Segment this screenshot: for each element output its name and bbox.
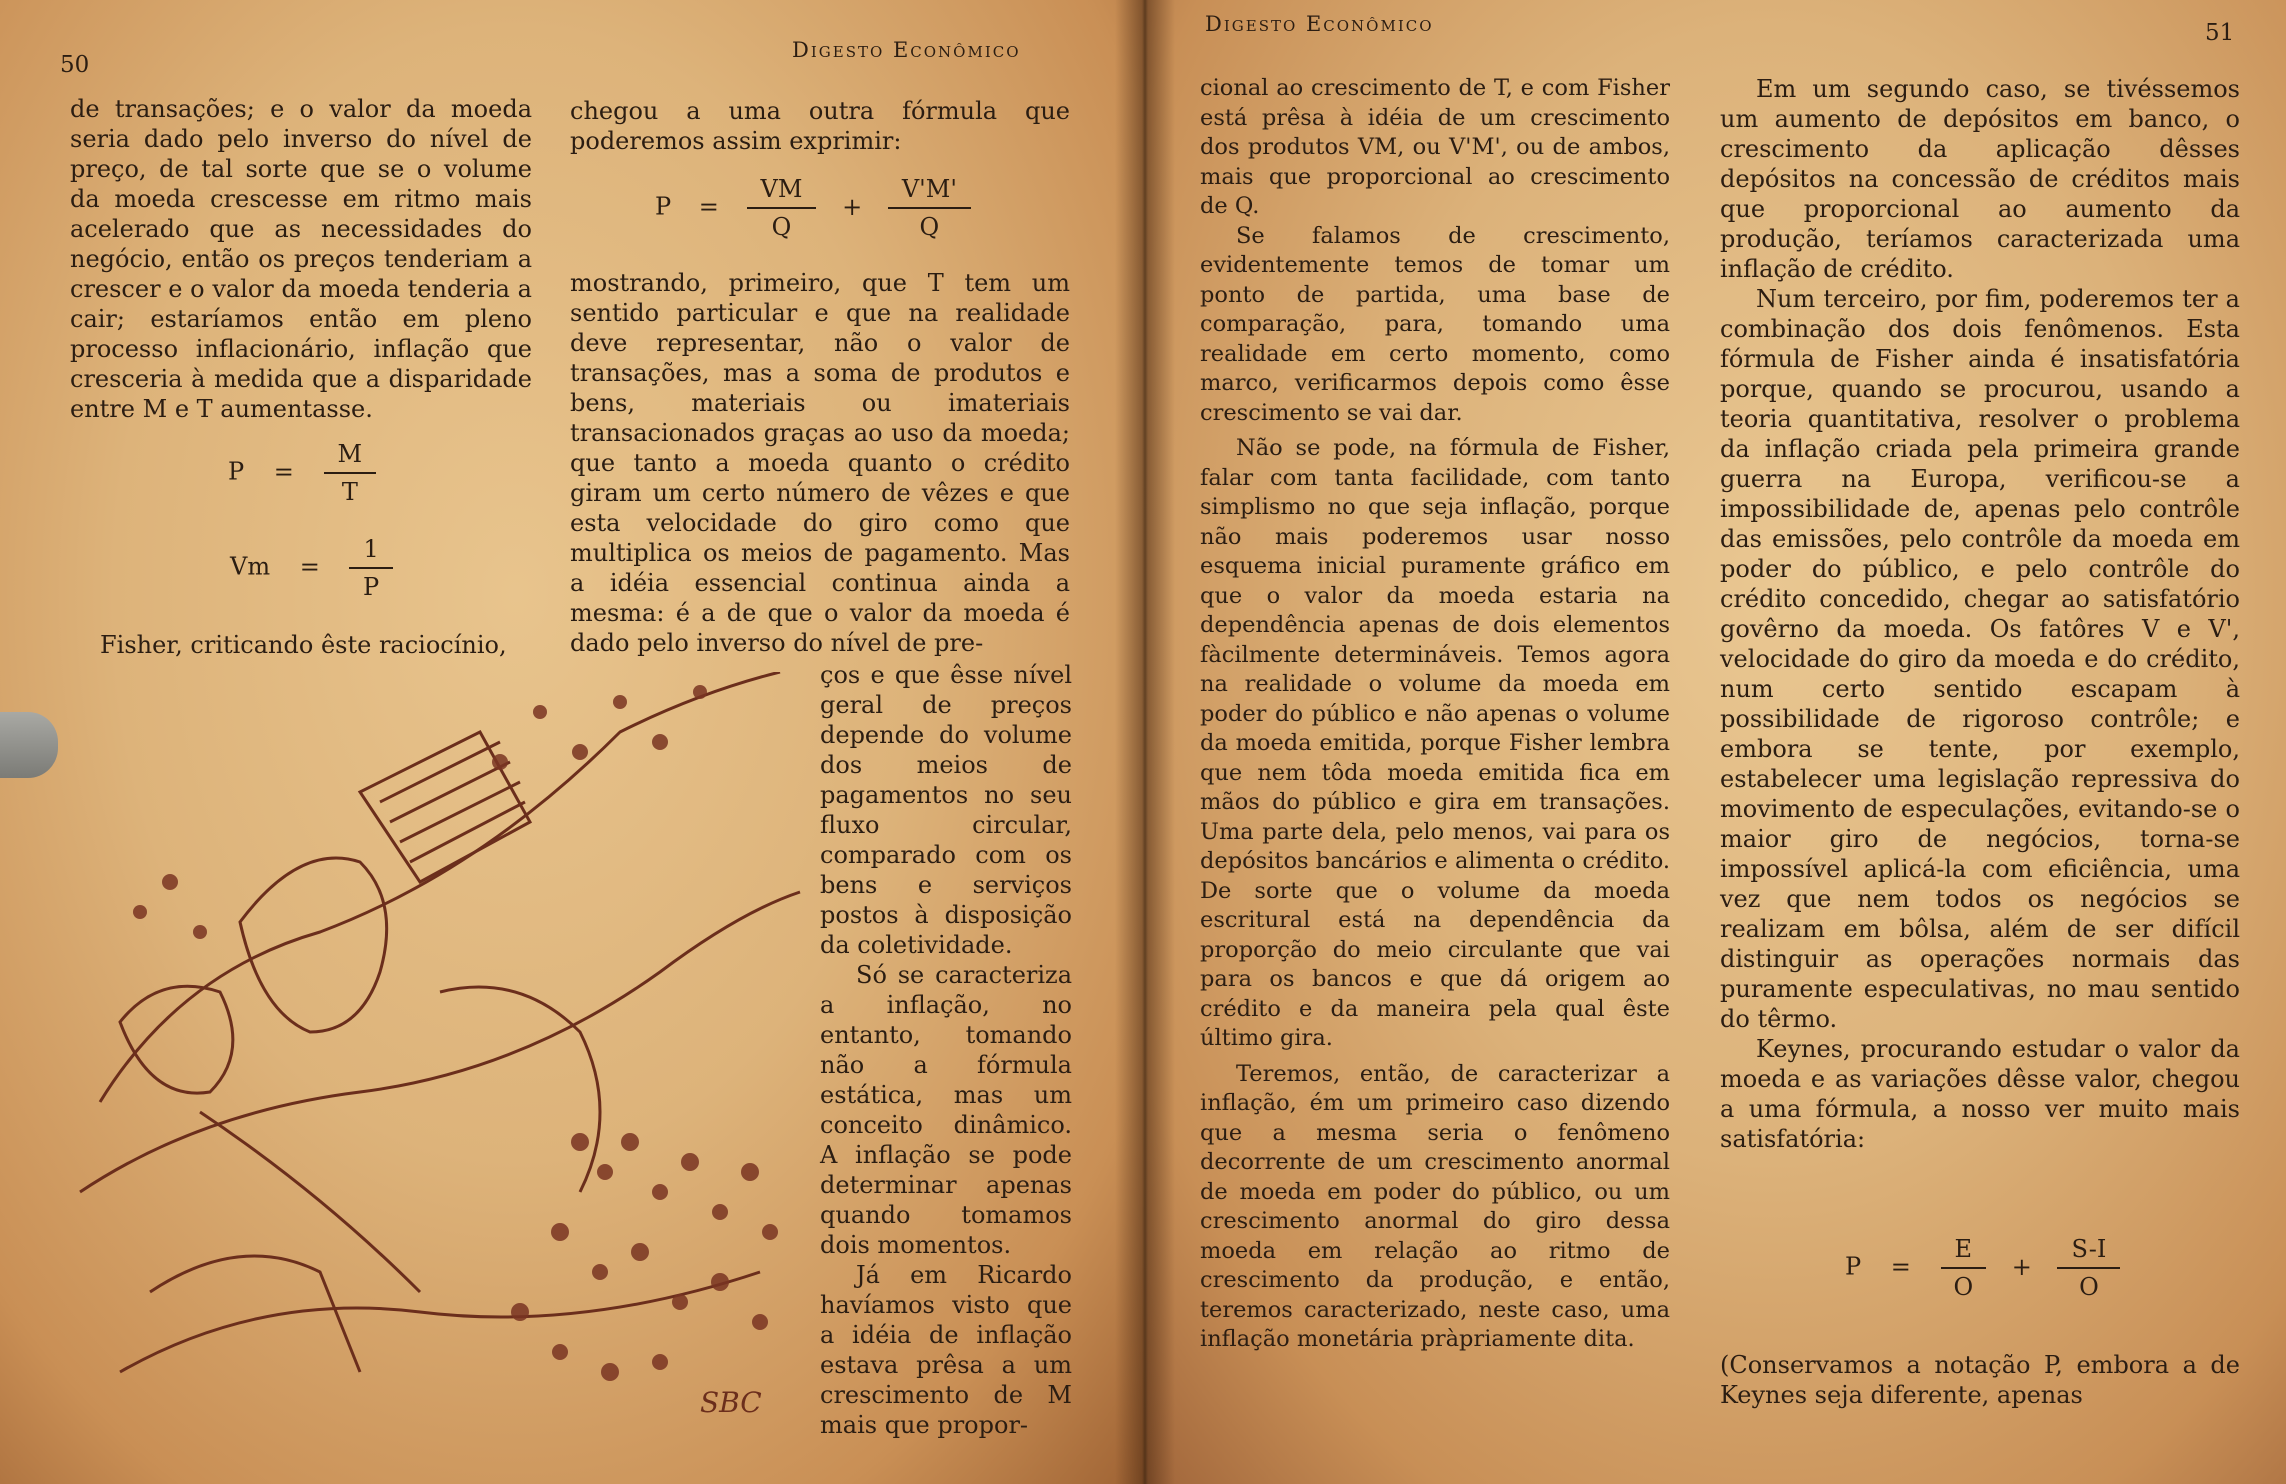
paragraph: Já em Ricardo havíamos visto que a idéia de inflação estava prêsa a um crescimento de M mais que propor- [820, 1261, 1072, 1439]
illustration-signature: SBC [700, 1386, 762, 1419]
book-gutter [1115, 0, 1175, 1484]
right-col2-end [1720, 1350, 2240, 1410]
paragraph: Só se caracteriza a inflação, no entanto, tomando não a fórmula estática, mas um conceito dinâmico. A inflação se pode determinar apenas quando tomamos dois momentos. [820, 961, 1072, 1259]
paragraph: Não se pode, na fórmula de Fisher, falar com tanta facilidade, com tanto simplismo no que seja inflação, porque não mais poderemos usar nosso esquema inicial puramente gráfico em que o valor da moeda estaria na dependência apenas de dois elementos fàcilmente determináveis. Temos agora na realidade o volume da moeda em poder do público e não apenas o volume da moeda emitida, porque Fisher lembra que nem tôda moeda emitida fica em mãos do público e gira em transações. Uma parte dela, pelo menos, vai para os depósitos bancários e alimenta o crédito. De sorte que o volume da moeda escritural está na dependência da proporção do meio circulante que vai para os bancos e que dá origem ao crédito e da maneira pela qual êste último gira. [1200, 435, 1670, 1051]
denominator: Q [771, 213, 792, 241]
paragraph: Num terceiro, por fim, poderemos ter a combinação dos dois fenômenos. Esta fórmula de Fisher ainda é insatisfatória porque, quando se procurou, usando a teoria quantitativa, resolver o problema da inflação criada pela primeira grande guerra na Europa, verificou-se a impossibilidade de, apenas pelo contrôle das emissões, pelo contrôle da moeda em poder do público, e pelo contrôle do crédito concedido, chegar ao satisfatório govêrno da moeda. Os fatôres V e V', velocidade do giro da moeda e do crédito, num certo sentido escapam à possibilidade de rigoroso contrôle; e embora se tente, por exemplo, estabelecer uma legislação repressiva do movimento de especulações, evitando-se o maior giro de negócios, torna-se impossível aplicá-la com eficiência, uma vez que nem todos os negócios se realizam em bôlsa, além de ser difícil distinguir as operações normais das puramente especulativas, no mau sentido do têrmo. [1720, 285, 2240, 1033]
formula-plus: + [2011, 1252, 2032, 1281]
paragraph: Se falamos de crescimento, evidentemente temos de tomar um ponto de partida, uma base de comparação, para, tomando uma realidade em certo momento, como marco, verificarmos depois como êsse crescimento se vai dar. [1200, 222, 1670, 426]
formula-fraction-1 [747, 175, 817, 241]
book-tab [0, 712, 58, 778]
formula-lhs: P [655, 192, 672, 221]
formula-lhs: P [1845, 1252, 1862, 1281]
paragraph: ços e que êsse nível geral de preços depende do volume dos meios de pagamentos no seu fluxo circular, comparado com os bens e serviços postos à disposição da coletividade. [820, 661, 1072, 959]
paragraph: de transações; e o valor da moeda seria dado pelo inverso do nível de preço, de tal sorte que se o volume da moeda crescesse em ritmo mais acelerado que as necessidades do negócio, então os preços tenderiam a crescer e o valor da moeda tenderia a cair; estaríamos então em pleno processo inflacionário, inflação que cresceria à medida que a disparidade entre M e T aumentasse. [70, 95, 532, 423]
formula-equals: = [698, 192, 719, 221]
denominator: P [363, 573, 380, 601]
numerator: VM [747, 175, 817, 209]
numerator: E [1941, 1235, 1987, 1269]
right-page [1145, 0, 2286, 1484]
paragraph: (Conservamos a notação P, embora a de Keynes seja diferente, apenas [1720, 1351, 2240, 1409]
numerator: M [324, 440, 377, 474]
running-head-left: Digesto Econômico [792, 38, 1021, 62]
left-col2-intro [570, 96, 1070, 156]
paragraph: chegou a uma outra fórmula que poderemos assim exprimir: [570, 97, 1070, 155]
formula-keynes [1845, 1235, 2120, 1301]
paragraph: Keynes, procurando estudar o valor da moeda e as variações dêsse valor, chegou a uma fórmula, a nosso ver muito mais satisfatória: [1720, 1035, 2240, 1153]
formula-fraction-2 [888, 175, 971, 241]
paragraph: cional ao crescimento de T, e com Fisher está prêsa à idéia de um crescimento dos produtos VM, ou V'M', ou de ambos, mais que proporcional ao crescimento de Q. [1200, 75, 1670, 219]
formula-plus: + [842, 192, 863, 221]
formula-fisher [655, 175, 971, 241]
paragraph: Teremos, então, de caracterizar a inflação, ém um primeiro caso dizendo que a mesma seria o fenômeno decorrente de um crescimento anormal de moeda em poder do público, ou um crescimento anormal do giro dessa moeda em relação ao ritmo de crescimento da produção, e então, teremos caracterizado, neste caso, uma inflação monetária pràpriamente dita. [1200, 1060, 1670, 1352]
right-col2 [1720, 74, 2240, 1154]
formula-lhs: Vm [230, 552, 271, 581]
denominator: O [1953, 1273, 1974, 1301]
denominator: O [2079, 1273, 2099, 1301]
formula-vm [230, 535, 393, 601]
right-col1 [1200, 74, 1670, 1355]
running-head-right: Digesto Econômico [1205, 12, 1434, 36]
formula-p-m-t [228, 440, 376, 506]
denominator: Q [919, 213, 940, 241]
formula-fraction-1 [1941, 1235, 1987, 1301]
formula-equals: = [1890, 1252, 1911, 1281]
formula-lhs: P [228, 457, 245, 486]
coffee-harvest-illustration [60, 672, 810, 1432]
formula-equals: = [299, 552, 320, 581]
page-number-left: 50 [60, 52, 90, 78]
paragraph: Fisher, criticando êste raciocínio, [100, 631, 507, 659]
left-col2-text [570, 268, 1070, 658]
numerator: 1 [349, 535, 392, 569]
left-col1-text [70, 94, 532, 424]
formula-fraction [324, 440, 377, 506]
left-narrow-col [820, 660, 1072, 1440]
formula-equals: = [273, 457, 294, 486]
paragraph: mostrando, primeiro, que T tem um sentido particular e que na realidade deve representar, não o valor de transações, mas a soma de produtos e bens, materiais ou imateriais transacionados graças ao uso da moeda; que tanto a moeda quanto o crédito giram um certo número de vêzes e que esta velocidade do giro como que multiplica os meios de pagamento. Mas a idéia essencial continua ainda a mesma: é a de que o valor da moeda é dado pelo inverso do nível de pre- [570, 269, 1070, 657]
formula-fraction-2 [2057, 1235, 2120, 1301]
formula-fraction [349, 535, 392, 601]
numerator: V'M' [888, 175, 971, 209]
paragraph: Em um segundo caso, se tivéssemos um aumento de depósitos em banco, o crescimento da aplicação dêsses depósitos na concessão de créditos mais que proporcional ao aumento da produção, teríamos caracterizada uma inflação de crédito. [1720, 75, 2240, 283]
page-number-right: 51 [2205, 20, 2235, 46]
numerator: S-I [2057, 1235, 2120, 1269]
left-col1-end [100, 630, 532, 660]
denominator: T [341, 478, 358, 506]
